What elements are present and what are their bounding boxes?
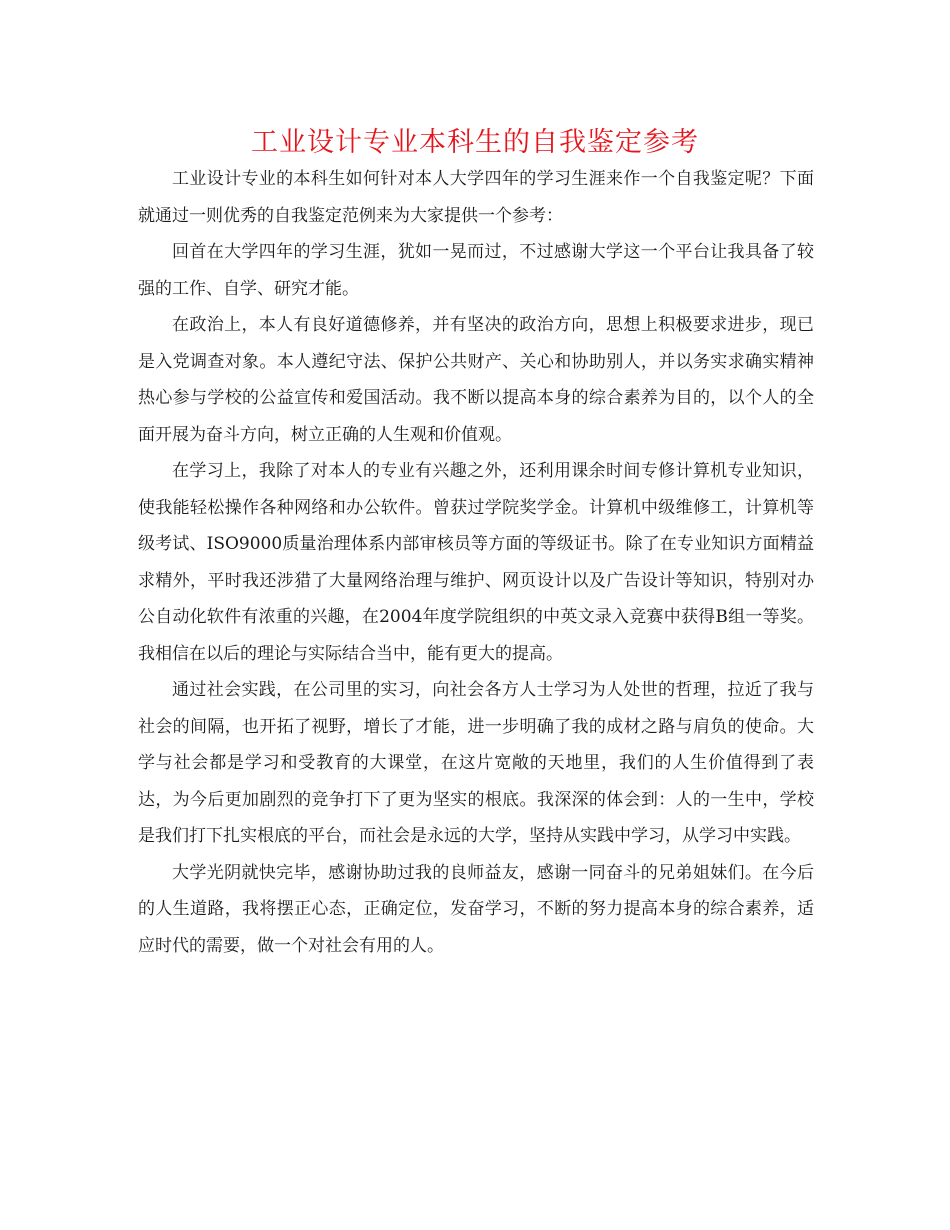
paragraph-politics: 在政治上，本人有良好道德修养，并有坚决的政治方向，思想上积极要求进步，现已是入党调查对象。本人遵纪守法、保护公共财产、关心和协助别人，并以务实求确实精神热心参与学校的公益宣传和爱国活动。我不断以提高本身的综合素养为目的，以个人的全面开展为奋斗方向，树立正确的人生观和价值观。 (138, 315, 814, 445)
paragraph-practice: 通过社会实践，在公司里的实习，向社会各方人士学习为人处世的哲理，拉近了我与社会的间隔，也开拓了视野，增长了才能，进一步明确了我的成材之路与肩负的使命。大学与社会都是学习和受教育的大课堂，在这片宽敞的天地里，我们的人生价值得到了表达，为今后更加剧烈的竞争打下了更为坚实的根底。我深深的体会到：人的一生中，学校是我们打下扎实根底的平台，而社会是永远的大学，坚持从实践中学习，从学习中实践。 (138, 680, 814, 846)
paragraph-conclusion: 大学光阴就快完毕，感谢协助过我的良师益友，感谢一同奋斗的兄弟姐妹们。在今后的人生道路，我将摆正心态，正确定位，发奋学习，不断的努力提高本身的综合素养，适应时代的需要，做一个对社会有用的人。 (138, 862, 814, 956)
document-body (138, 161, 814, 964)
document-title: 工业设计专业本科生的自我鉴定参考 (251, 127, 699, 158)
paragraph-review: 回首在大学四年的学习生涯，犹如一晃而过，不过感谢大学这一个平台让我具备了较强的工作、自学、研究才能。 (138, 242, 814, 299)
paragraph-intro: 工业设计专业的本科生如何针对本人大学四年的学习生涯来作一个自我鉴定呢？下面就通过一则优秀的自我鉴定范例来为大家提供一个参考： (138, 169, 814, 226)
paragraph-study: 在学习上，我除了对本人的专业有兴趣之外，还利用课余时间专修计算机专业知识，使我能轻松操作各种网络和办公软件。曾获过学院奖学金。计算机中级维修工，计算机等级考试、ISO9000质量治理体系内部审核员等方面的等级证书。除了在专业知识方面精益求精外，平时我还涉猎了大量网络治理与维护、网页设计以及广告设计等知识，特别对办公自动化软件有浓重的兴趣，在2004年度学院组织的中英文录入竞赛中获得B组一等奖。我相信在以后的理论与实际结合当中，能有更大的提高。 (138, 461, 814, 664)
